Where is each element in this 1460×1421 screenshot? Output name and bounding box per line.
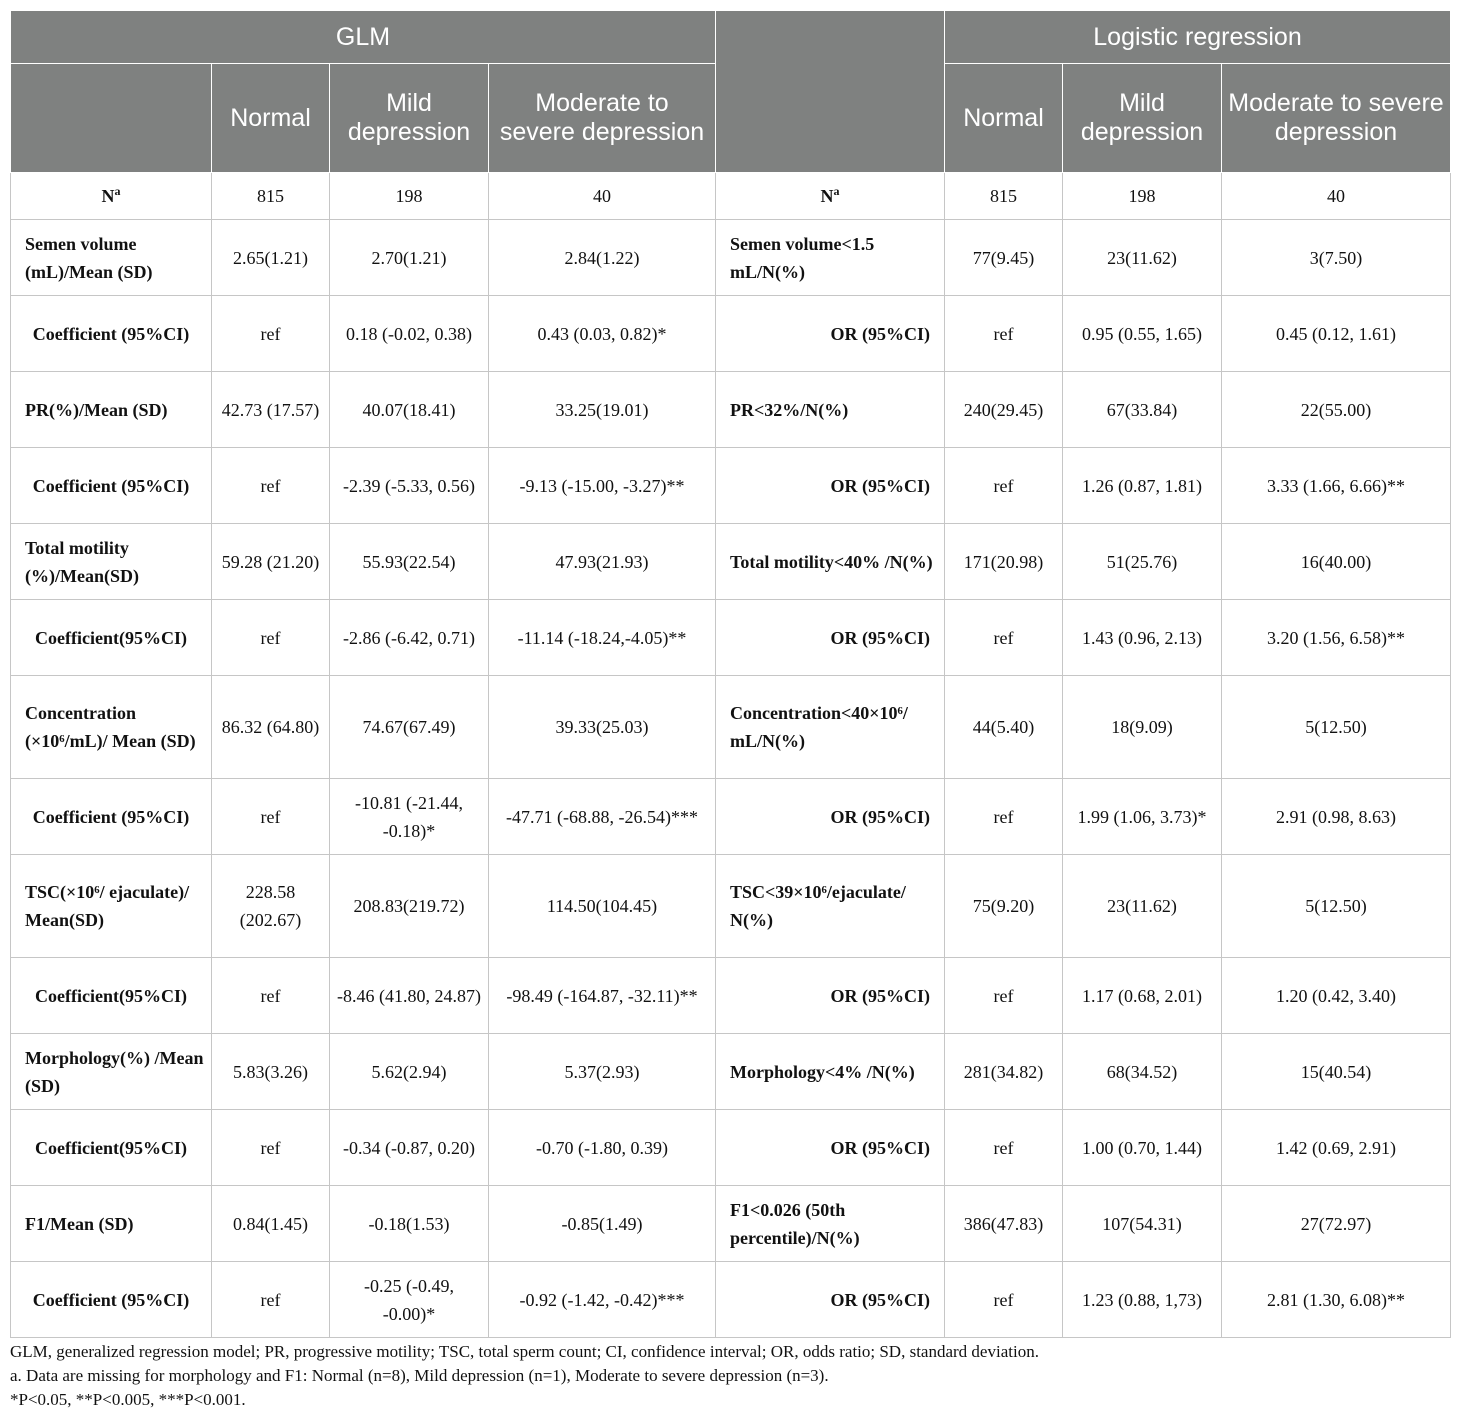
log-value-cell: 22(55.00)	[1222, 372, 1451, 448]
table-row	[11, 779, 1451, 855]
table-row	[11, 676, 1451, 779]
glm-value-cell: 2.70(1.21)	[330, 220, 489, 296]
log-value-cell: 67(33.84)	[1063, 372, 1222, 448]
table-row	[11, 372, 1451, 448]
glm-value-cell: 55.93(22.54)	[330, 524, 489, 600]
table-row	[11, 448, 1451, 524]
glm-value-cell: 42.73 (17.57)	[212, 372, 330, 448]
n-glm-moderate: 40	[489, 173, 716, 220]
log-row-label: OR (95%CI)	[716, 1110, 945, 1186]
logistic-header: Logistic regression	[945, 11, 1451, 64]
glm-value-cell: 5.83(3.26)	[212, 1034, 330, 1110]
table-row	[11, 296, 1451, 372]
glm-value-cell: -0.34 (-0.87, 0.20)	[330, 1110, 489, 1186]
glm-row-label: Coefficient (95%CI)	[11, 779, 212, 855]
glm-row-label: TSC(×10⁶/ ejaculate)/ Mean(SD)	[11, 855, 212, 958]
glm-value-cell: ref	[212, 296, 330, 372]
log-value-cell: ref	[945, 1110, 1063, 1186]
glm-row-label: Concentration (×10⁶/mL)/ Mean (SD)	[11, 676, 212, 779]
log-value-cell: 3(7.50)	[1222, 220, 1451, 296]
log-value-cell: 0.45 (0.12, 1.61)	[1222, 296, 1451, 372]
glm-value-cell: ref	[212, 1110, 330, 1186]
log-value-cell: ref	[945, 600, 1063, 676]
glm-mild-header: Mild depression	[330, 64, 489, 173]
log-value-cell: 0.95 (0.55, 1.65)	[1063, 296, 1222, 372]
glm-value-cell: -0.70 (-1.80, 0.39)	[489, 1110, 716, 1186]
glm-row-label: Coefficient (95%CI)	[11, 448, 212, 524]
log-value-cell: 77(9.45)	[945, 220, 1063, 296]
log-value-cell: ref	[945, 779, 1063, 855]
glm-value-cell: 33.25(19.01)	[489, 372, 716, 448]
log-value-cell: ref	[945, 1262, 1063, 1338]
log-value-cell: 15(40.54)	[1222, 1034, 1451, 1110]
log-row-label: OR (95%CI)	[716, 779, 945, 855]
glm-value-cell: -2.39 (-5.33, 0.56)	[330, 448, 489, 524]
log-value-cell: 1.99 (1.06, 3.73)*	[1063, 779, 1222, 855]
log-row-label: PR<32%/N(%)	[716, 372, 945, 448]
table-footnotes	[10, 1340, 1450, 1412]
log-value-cell: 1.43 (0.96, 2.13)	[1063, 600, 1222, 676]
glm-value-cell: 2.84(1.22)	[489, 220, 716, 296]
n-label: $N^a$	[11, 173, 212, 220]
glm-value-cell: 0.18 (-0.02, 0.38)	[330, 296, 489, 372]
glm-value-cell: ref	[212, 958, 330, 1034]
log-row-label: OR (95%CI)	[716, 958, 945, 1034]
glm-value-cell: -9.13 (-15.00, -3.27)**	[489, 448, 716, 524]
log-value-cell: 68(34.52)	[1063, 1034, 1222, 1110]
log-value-cell: 51(25.76)	[1063, 524, 1222, 600]
log-row-label: Semen volume<1.5 mL/N(%)	[716, 220, 945, 296]
log-mild-header: Mild depression	[1063, 64, 1222, 173]
glm-row-label: F1/Mean (SD)	[11, 1186, 212, 1262]
n-row	[11, 173, 1451, 220]
glm-value-cell: 5.62(2.94)	[330, 1034, 489, 1110]
log-value-cell: 3.20 (1.56, 6.58)**	[1222, 600, 1451, 676]
log-value-cell: 23(11.62)	[1063, 220, 1222, 296]
footnote-missing-data: a. Data are missing for morphology and F1: Normal (n=8), Mild depression (n=1), Moderate to severe depression (n=3).	[10, 1366, 829, 1385]
log-row-label: OR (95%CI)	[716, 448, 945, 524]
glm-normal-header: Normal	[212, 64, 330, 173]
glm-value-cell: -11.14 (-18.24,-4.05)**	[489, 600, 716, 676]
glm-moderate-header: Moderate to severe depression	[489, 64, 716, 173]
log-value-cell: 1.26 (0.87, 1.81)	[1063, 448, 1222, 524]
log-value-cell: 27(72.97)	[1222, 1186, 1451, 1262]
log-value-cell: 5(12.50)	[1222, 855, 1451, 958]
footnote-abbreviations: GLM, generalized regression model; PR, progressive motility; TSC, total sperm count; CI, confidence interval; OR, odds ratio; SD, standard deviation.	[10, 1342, 1039, 1361]
n-glm-normal: 815	[212, 173, 330, 220]
glm-value-cell: 74.67(67.49)	[330, 676, 489, 779]
n-log-normal: 815	[945, 173, 1063, 220]
log-value-cell: ref	[945, 448, 1063, 524]
glm-value-cell: 208.83(219.72)	[330, 855, 489, 958]
log-value-cell: 3.33 (1.66, 6.66)**	[1222, 448, 1451, 524]
table-row	[11, 220, 1451, 296]
glm-value-cell: 86.32 (64.80)	[212, 676, 330, 779]
glm-row-label: Total motility (%)/Mean(SD)	[11, 524, 212, 600]
log-row-label: Morphology<4% /N(%)	[716, 1034, 945, 1110]
glm-value-cell: ref	[212, 1262, 330, 1338]
header-row-top	[11, 11, 1451, 64]
glm-value-cell: ref	[212, 600, 330, 676]
glm-row-label: PR(%)/Mean (SD)	[11, 372, 212, 448]
log-row-label: OR (95%CI)	[716, 600, 945, 676]
glm-value-cell: -0.18(1.53)	[330, 1186, 489, 1262]
log-row-label: F1<0.026 (50th percentile)/N(%)	[716, 1186, 945, 1262]
log-value-cell: 18(9.09)	[1063, 676, 1222, 779]
glm-value-cell: -98.49 (-164.87, -32.11)**	[489, 958, 716, 1034]
glm-value-cell: ref	[212, 448, 330, 524]
table-row	[11, 1262, 1451, 1338]
log-normal-header: Normal	[945, 64, 1063, 173]
glm-value-cell: 5.37(2.93)	[489, 1034, 716, 1110]
log-value-cell: 386(47.83)	[945, 1186, 1063, 1262]
glm-value-cell: -2.86 (-6.42, 0.71)	[330, 600, 489, 676]
glm-value-cell: 0.84(1.45)	[212, 1186, 330, 1262]
log-value-cell: 44(5.40)	[945, 676, 1063, 779]
log-row-label: Total motility<40% /N(%)	[716, 524, 945, 600]
log-value-cell: 16(40.00)	[1222, 524, 1451, 600]
log-row-label: Concentration<40×10⁶/ mL/N(%)	[716, 676, 945, 779]
log-value-cell: 171(20.98)	[945, 524, 1063, 600]
log-moderate-header: Moderate to severe depression	[1222, 64, 1451, 173]
glm-value-cell: -47.71 (-68.88, -26.54)***	[489, 779, 716, 855]
table-row	[11, 524, 1451, 600]
log-value-cell: 2.91 (0.98, 8.63)	[1222, 779, 1451, 855]
glm-value-cell: ref	[212, 779, 330, 855]
glm-value-cell: -8.46 (41.80, 24.87)	[330, 958, 489, 1034]
log-value-cell: 23(11.62)	[1063, 855, 1222, 958]
log-value-cell: 1.17 (0.68, 2.01)	[1063, 958, 1222, 1034]
glm-header: GLM	[11, 11, 716, 64]
glm-value-cell: 228.58 (202.67)	[212, 855, 330, 958]
table-row	[11, 600, 1451, 676]
glm-row-label: Coefficient(95%CI)	[11, 1110, 212, 1186]
glm-row-label: Coefficient (95%CI)	[11, 1262, 212, 1338]
log-value-cell: 281(34.82)	[945, 1034, 1063, 1110]
glm-value-cell: 47.93(21.93)	[489, 524, 716, 600]
log-value-cell: 1.20 (0.42, 3.40)	[1222, 958, 1451, 1034]
glm-value-cell: -10.81 (-21.44, -0.18)*	[330, 779, 489, 855]
log-value-cell: ref	[945, 958, 1063, 1034]
n-glm-mild: 198	[330, 173, 489, 220]
log-value-cell: 107(54.31)	[1063, 1186, 1222, 1262]
glm-value-cell: 39.33(25.03)	[489, 676, 716, 779]
log-value-cell: 240(29.45)	[945, 372, 1063, 448]
log-value-cell: 75(9.20)	[945, 855, 1063, 958]
glm-value-cell: 59.28 (21.20)	[212, 524, 330, 600]
log-value-cell: 1.42 (0.69, 2.91)	[1222, 1110, 1451, 1186]
glm-row-label: Coefficient (95%CI)	[11, 296, 212, 372]
blank-header-glm	[11, 64, 212, 173]
footnote-significance: *P<0.05, **P<0.005, ***P<0.001.	[10, 1390, 246, 1409]
table-row	[11, 1186, 1451, 1262]
glm-row-label: Coefficient(95%CI)	[11, 600, 212, 676]
table-row	[11, 1110, 1451, 1186]
glm-value-cell: 2.65(1.21)	[212, 220, 330, 296]
glm-value-cell: -0.92 (-1.42, -0.42)***	[489, 1262, 716, 1338]
glm-value-cell: -0.25 (-0.49, -0.00)*	[330, 1262, 489, 1338]
log-value-cell: 5(12.50)	[1222, 676, 1451, 779]
log-value-cell: 1.23 (0.88, 1,73)	[1063, 1262, 1222, 1338]
table-row	[11, 958, 1451, 1034]
log-row-label: OR (95%CI)	[716, 296, 945, 372]
results-table	[10, 10, 1451, 1338]
glm-row-label: Semen volume (mL)/Mean (SD)	[11, 220, 212, 296]
blank-header	[716, 11, 945, 173]
glm-row-label: Morphology(%) /Mean (SD)	[11, 1034, 212, 1110]
log-row-label: TSC<39×10⁶/ejaculate/ N(%)	[716, 855, 945, 958]
log-value-cell: 2.81 (1.30, 6.08)**	[1222, 1262, 1451, 1338]
glm-value-cell: 40.07(18.41)	[330, 372, 489, 448]
n-log-moderate: 40	[1222, 173, 1451, 220]
n-log-mild: 198	[1063, 173, 1222, 220]
table-row	[11, 1034, 1451, 1110]
glm-row-label: Coefficient(95%CI)	[11, 958, 212, 1034]
glm-value-cell: -0.85(1.49)	[489, 1186, 716, 1262]
table-row	[11, 855, 1451, 958]
glm-value-cell: 114.50(104.45)	[489, 855, 716, 958]
log-row-label: OR (95%CI)	[716, 1262, 945, 1338]
log-value-cell: ref	[945, 296, 1063, 372]
log-value-cell: 1.00 (0.70, 1.44)	[1063, 1110, 1222, 1186]
glm-value-cell: 0.43 (0.03, 0.82)*	[489, 296, 716, 372]
n-log-label: $N^a$	[716, 173, 945, 220]
